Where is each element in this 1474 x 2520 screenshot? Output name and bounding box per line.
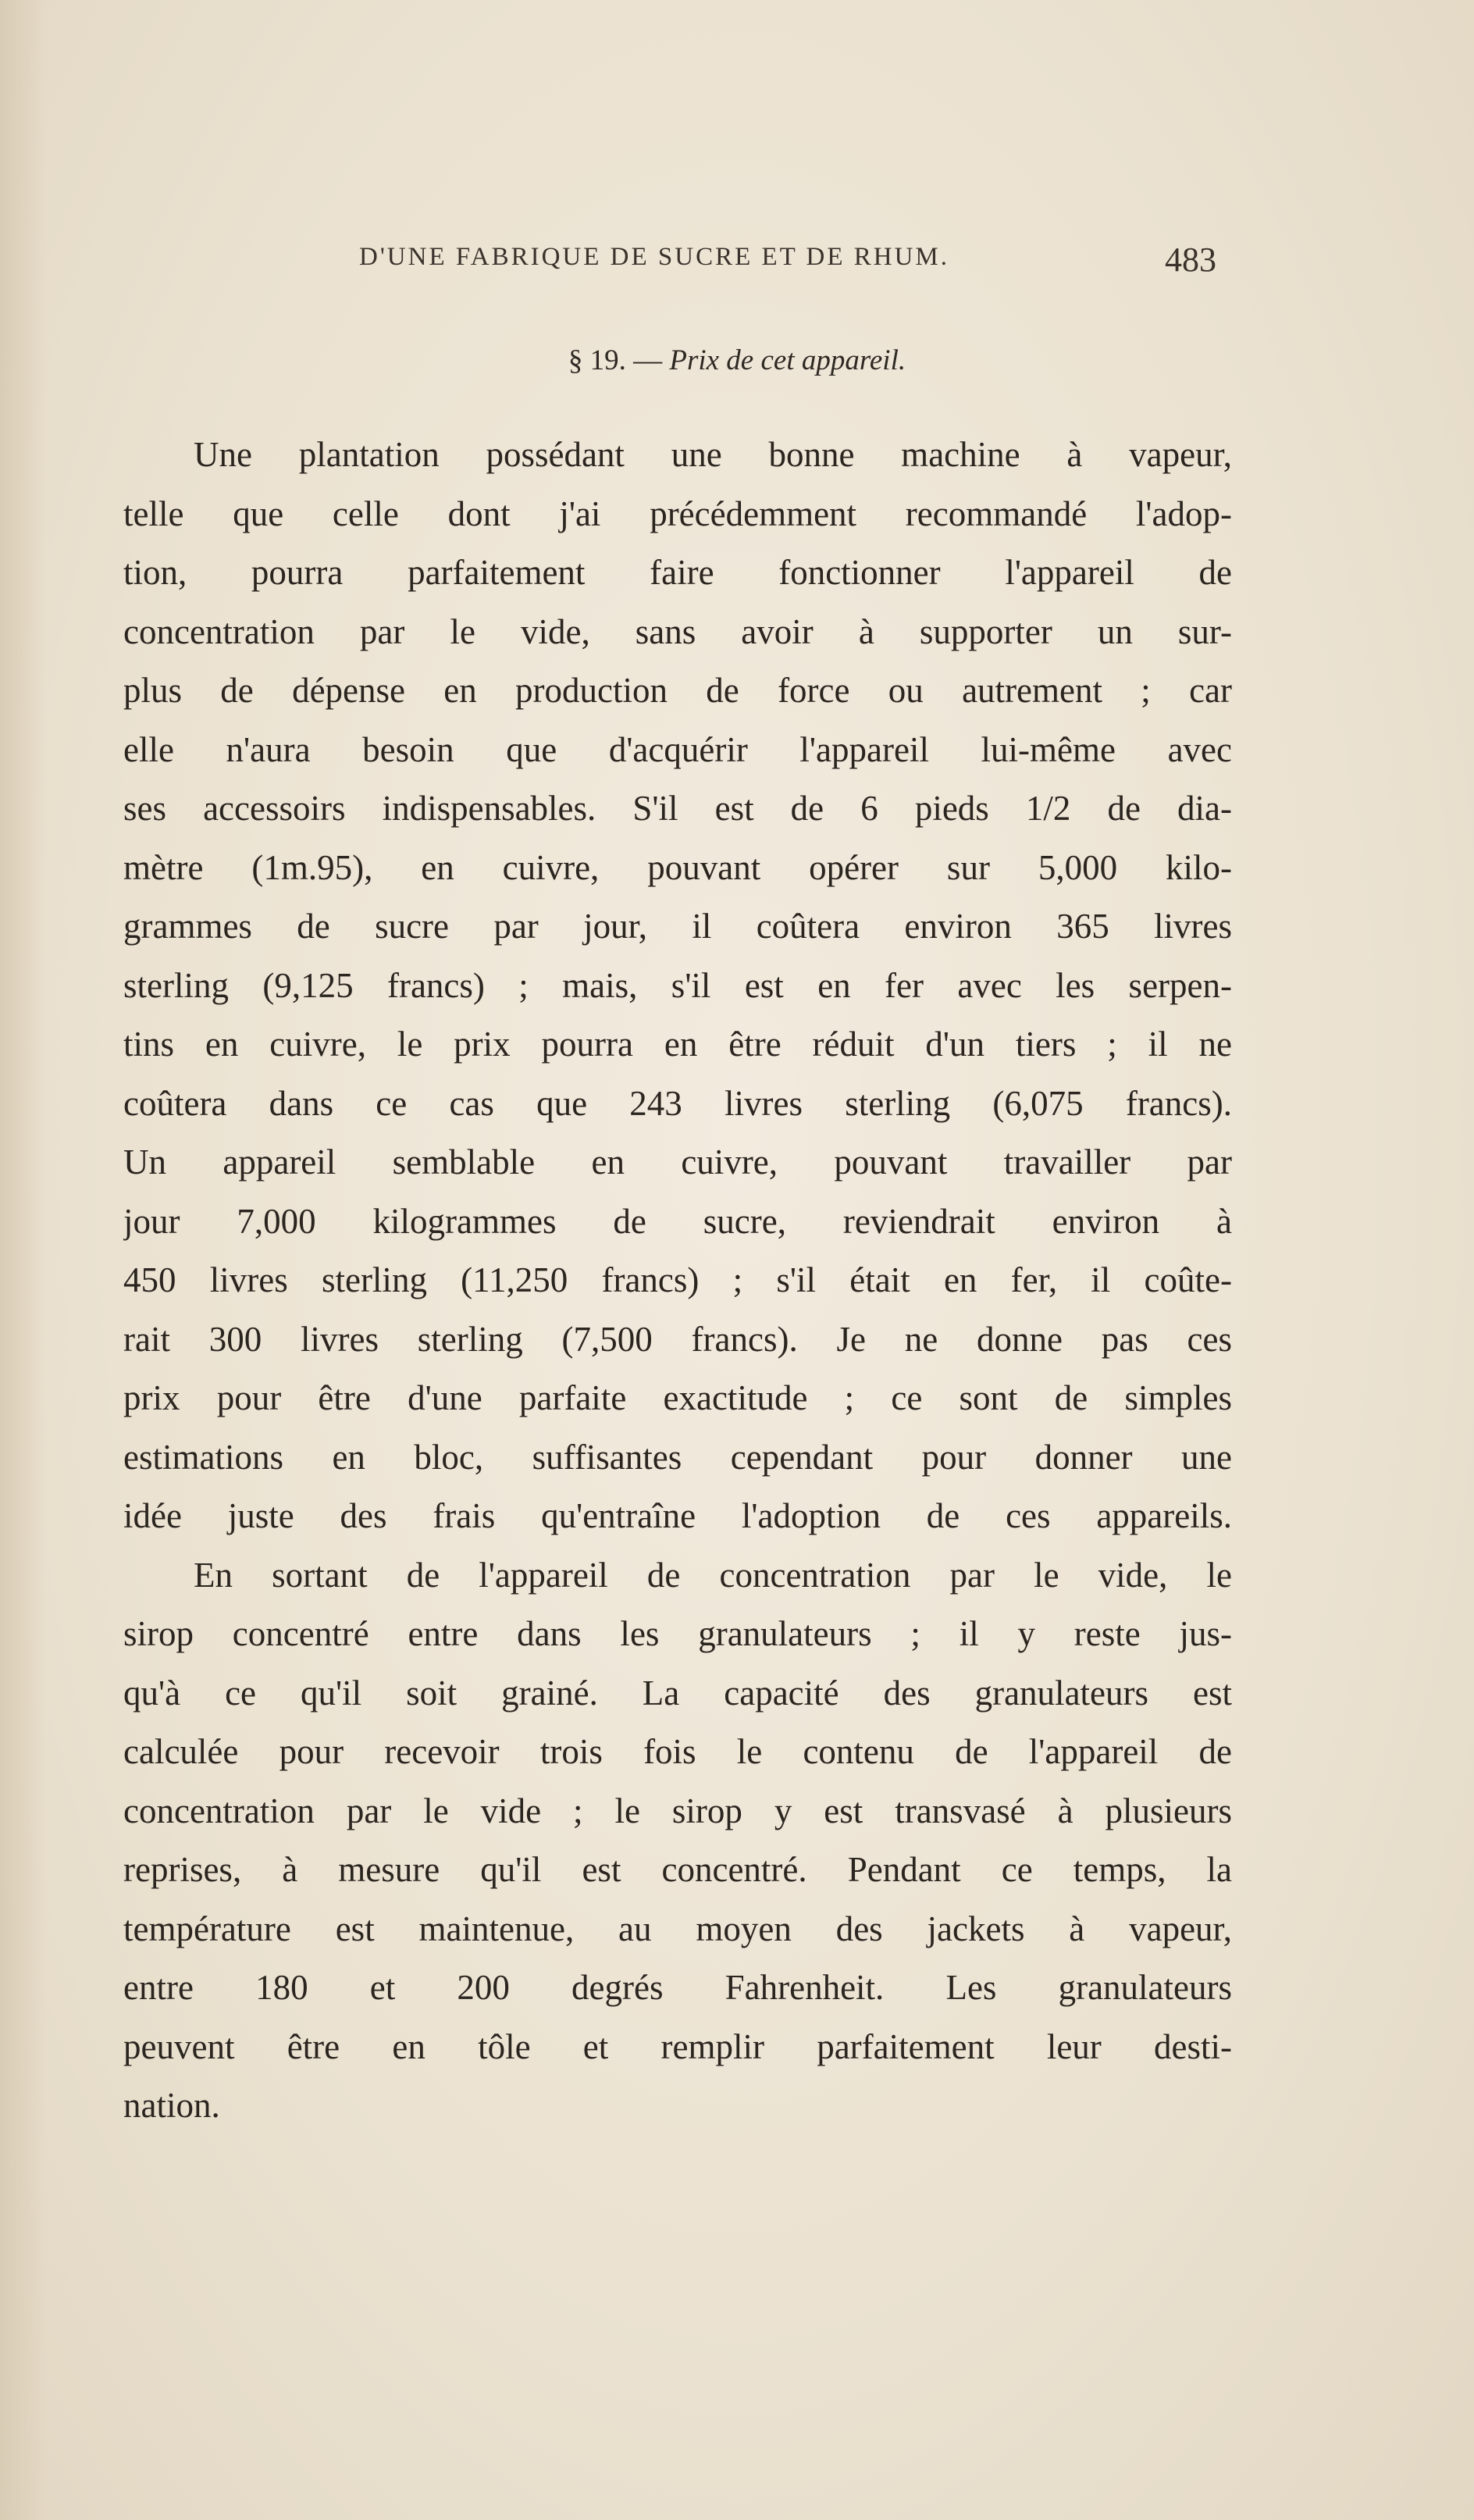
text-line: sirop concentré entre dans les granulateurs ; il y reste jus- bbox=[123, 1614, 1232, 1653]
text-line: rait 300 livres sterling (7,500 francs). Je ne donne pas ces bbox=[123, 1319, 1232, 1359]
text-line: ses accessoirs indispensables. S'il est de 6 pieds 1/2 de dia- bbox=[123, 789, 1232, 828]
running-title: D'UNE FABRIQUE DE SUCRE ET DE RHUM. bbox=[359, 243, 949, 271]
text-line: Une plantation possédant une bonne machine à vapeur, bbox=[194, 435, 1232, 474]
text-line: concentration par le vide ; le sirop y est transvasé à plusieurs bbox=[123, 1791, 1232, 1830]
text-line: estimations en bloc, suffisantes cependant pour donner une bbox=[123, 1437, 1232, 1477]
text-line: qu'à ce qu'il soit grainé. La capacité des granulateurs est bbox=[123, 1673, 1232, 1713]
text-line: concentration par le vide, sans avoir à supporter un sur- bbox=[123, 611, 1232, 651]
text-line: entre 180 et 200 degrés Fahrenheit. Les granulateurs bbox=[123, 1968, 1232, 2007]
text-line: En sortant de l'appareil de concentration par le vide, le bbox=[194, 1555, 1232, 1595]
text-line: prix pour être d'une parfaite exactitude ; ce sont de simples bbox=[123, 1378, 1232, 1417]
text-line: telle que celle dont j'ai précédemment recommandé l'adop- bbox=[123, 494, 1232, 533]
section-heading bbox=[0, 344, 1474, 377]
text-line: mètre (1m.95), en cuivre, pouvant opérer sur 5,000 kilo- bbox=[123, 847, 1232, 887]
text-line: tins en cuivre, le prix pourra en être réduit d'un tiers ; il ne bbox=[123, 1025, 1232, 1064]
text-line: tion, pourra parfaitement faire fonctionner l'appareil de bbox=[123, 553, 1232, 592]
text-line: calculée pour recevoir trois fois le contenu de l'appareil de bbox=[123, 1732, 1232, 1771]
text-line: nation. bbox=[123, 2086, 220, 2125]
text-line: coûtera dans ce cas que 243 livres sterling (6,075 francs). bbox=[123, 1083, 1232, 1123]
paragraph-2 bbox=[123, 1546, 1232, 2136]
text-line: peuvent être en tôle et remplir parfaitement leur desti- bbox=[123, 2026, 1232, 2066]
text-line: elle n'aura besoin que d'acquérir l'appareil lui-même avec bbox=[123, 729, 1232, 769]
text-line: plus de dépense en production de force ou autrement ; car bbox=[123, 671, 1232, 710]
text-line: reprises, à mesure qu'il est concentré. Pendant ce temps, la bbox=[123, 1850, 1232, 1889]
body-text bbox=[123, 426, 1232, 2136]
text-line: grammes de sucre par jour, il coûtera environ 365 livres bbox=[123, 907, 1232, 946]
paragraph-1 bbox=[123, 426, 1232, 1546]
text-line: 450 livres sterling (11,250 francs) ; s'il était en fer, il coûte- bbox=[123, 1260, 1232, 1299]
section-title: Prix de cet appareil. bbox=[669, 344, 906, 376]
page-gutter-shadow bbox=[0, 0, 47, 2520]
text-line: sterling (9,125 francs) ; mais, s'il est en fer avec les serpen- bbox=[123, 965, 1232, 1005]
text-line: température est maintenue, au moyen des jackets à vapeur, bbox=[123, 1909, 1232, 1948]
text-line: idée juste des frais qu'entraîne l'adoption de ces appareils. bbox=[123, 1496, 1232, 1535]
section-number: § 19. — bbox=[568, 344, 663, 376]
running-head bbox=[0, 238, 1474, 285]
page-number: 483 bbox=[1165, 241, 1216, 279]
text-line: Un appareil semblable en cuivre, pouvant travailler par bbox=[123, 1142, 1232, 1182]
text-line: jour 7,000 kilogrammes de sucre, reviendrait environ à bbox=[123, 1201, 1232, 1241]
